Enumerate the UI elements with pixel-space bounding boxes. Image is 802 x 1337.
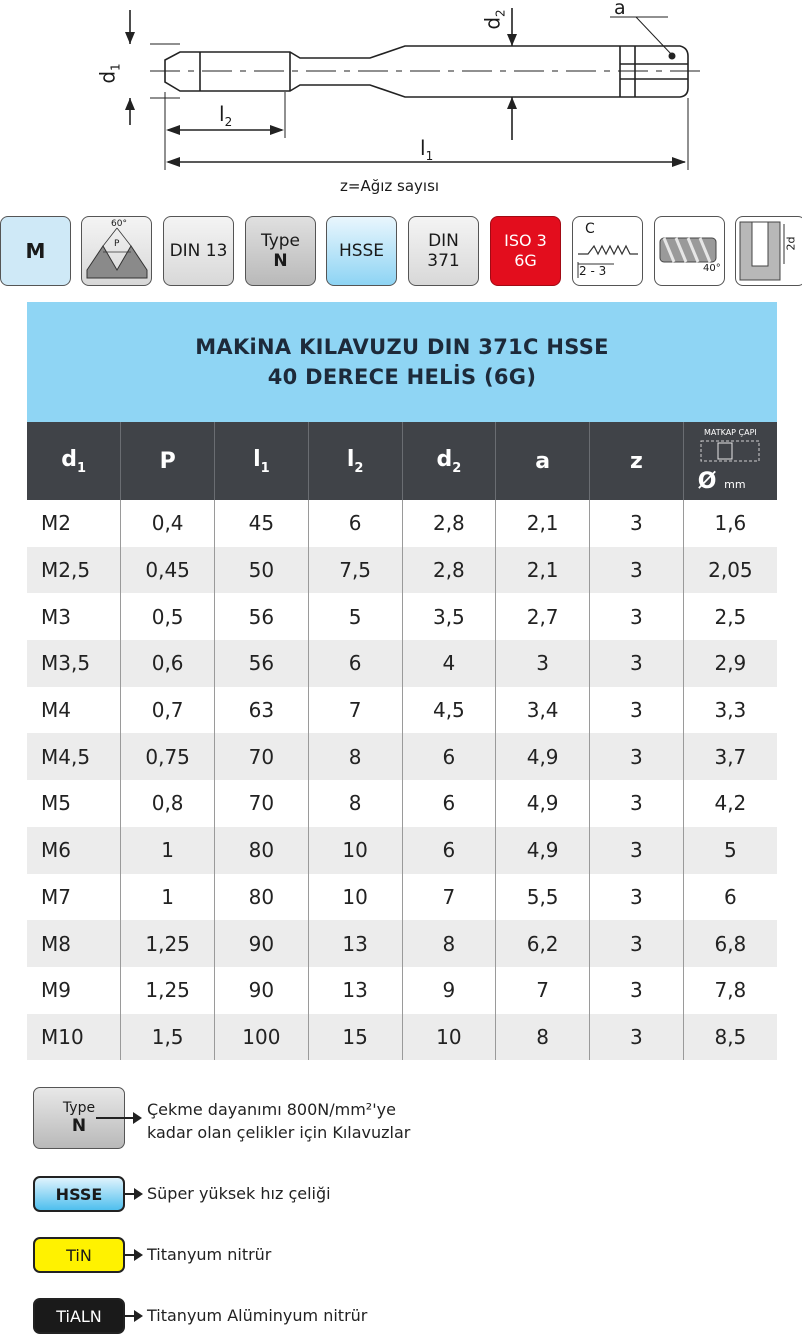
- legend-tin-badge: [33, 1237, 125, 1273]
- drill-caption: MATKAP ÇAPI: [703, 428, 757, 437]
- table-cell: 90: [215, 967, 309, 1014]
- dim-label-d1-text: d: [95, 70, 120, 84]
- table-body: [27, 500, 777, 1060]
- tap-technical-drawing: [0, 0, 802, 200]
- title-line-2: 40 DERECE HELİS (6G): [267, 365, 537, 389]
- table-cell: 2,9: [683, 640, 777, 687]
- header-drill-diameter: [683, 422, 777, 500]
- table-cell: 0,45: [121, 547, 215, 594]
- dim-label-l1: [420, 136, 433, 163]
- drill-unit: mm: [724, 478, 746, 491]
- table-cell: 6: [724, 884, 737, 909]
- table-cell: 4,9: [496, 733, 590, 780]
- table-cell: 6,8: [683, 920, 777, 967]
- tap-spec-table: [27, 422, 777, 1060]
- iso-line1: ISO 3: [504, 231, 547, 250]
- legend-type-desc-line2: kadar olan çelikler için Kılavuzlar: [147, 1123, 411, 1142]
- table-header-row: [27, 422, 777, 500]
- chamfer-range-label: 2 - 3: [579, 264, 607, 278]
- legend-type-desc: [147, 1098, 410, 1144]
- table-cell: 4: [402, 640, 496, 687]
- table-cell: 8: [496, 1014, 590, 1061]
- table-cell: M7: [27, 874, 121, 921]
- type-label: Type: [260, 231, 301, 251]
- table-cell: 1,5: [121, 1014, 215, 1061]
- table-cell: 2,7: [496, 593, 590, 640]
- table-cell: 6: [402, 827, 496, 874]
- type-value: N: [273, 251, 288, 271]
- table-cell: 4,2: [714, 791, 747, 816]
- header-a: a: [496, 422, 590, 500]
- table-row: [27, 500, 777, 547]
- spiral-flute-icon: [654, 216, 725, 286]
- table-cell: 3,3: [714, 698, 747, 723]
- dim-label-l2-text: l: [219, 102, 225, 126]
- hsse-badge: [326, 216, 397, 286]
- table-cell: 56: [215, 593, 309, 640]
- chamfer-c-label: C: [585, 221, 595, 237]
- table-cell: M3: [27, 593, 121, 640]
- table-cell: 4,9: [496, 827, 590, 874]
- table-cell: 13: [308, 920, 402, 967]
- legend-type-desc-line1: Çekme dayanımı 800N/mm²'ye: [147, 1100, 396, 1119]
- din371-badge: [408, 216, 479, 286]
- legend-type-label: Type: [62, 1100, 96, 1116]
- table-cell: 80: [215, 874, 309, 921]
- table-cell: 1: [121, 827, 215, 874]
- title-band: [27, 302, 777, 422]
- table-cell: 5: [308, 593, 402, 640]
- table-cell: 7,5: [308, 547, 402, 594]
- drill-symbol-wrap: [698, 469, 746, 494]
- header-d2-text: d: [436, 446, 453, 472]
- table-cell: 6: [402, 733, 496, 780]
- legend-tin-label: TiN: [66, 1245, 92, 1265]
- table-cell: M9: [27, 967, 121, 1014]
- table-cell: M4,5: [27, 733, 121, 780]
- dim-label-d2: [481, 9, 508, 29]
- type-n-badge: [245, 216, 316, 286]
- legend-hsse-badge: [33, 1176, 125, 1212]
- metric-thread-badge: [0, 216, 71, 286]
- thread-pitch-label: P: [114, 239, 120, 249]
- table-cell: 7: [402, 874, 496, 921]
- table-cell: 50: [215, 547, 309, 594]
- table-row: [27, 733, 777, 780]
- header-d2: [402, 422, 496, 500]
- table-cell: 4,5: [402, 687, 496, 734]
- table-cell: M2: [27, 500, 121, 547]
- table-cell: M3,5: [27, 640, 121, 687]
- legend-type-value: N: [71, 1116, 87, 1136]
- table-cell: 63: [215, 687, 309, 734]
- legend-hsse-label: HSSE: [55, 1184, 103, 1204]
- table-cell: 100: [215, 1014, 309, 1061]
- table-cell: 2,1: [496, 547, 590, 594]
- table-cell: 8,5: [683, 1014, 777, 1061]
- blind-hole-icon: [735, 216, 802, 286]
- iso-tolerance-badge: [490, 216, 561, 286]
- drawing-caption: z=Ağız sayısı: [340, 177, 440, 195]
- legend-tialn-badge: [33, 1298, 125, 1334]
- table-row: [27, 967, 777, 1014]
- table-cell: 13: [308, 967, 402, 1014]
- table-cell: 5,5: [496, 874, 590, 921]
- dim-label-l2-sub: 2: [224, 115, 233, 129]
- table-cell: 1,25: [121, 967, 215, 1014]
- table-row: [27, 780, 777, 827]
- table-cell: 70: [215, 780, 309, 827]
- table-cell: 8: [308, 780, 402, 827]
- helix-angle-label: 40°: [703, 263, 721, 274]
- table-row: [27, 687, 777, 734]
- drill-symbol: Ø: [697, 469, 717, 494]
- table-cell: 0,7: [121, 687, 215, 734]
- legend-hsse-arrow: [125, 1193, 141, 1195]
- dim-label-d1-sub: 1: [108, 63, 123, 71]
- table-cell: 7: [308, 687, 402, 734]
- legend-hsse-desc: Süper yüksek hız çeliği: [147, 1184, 331, 1203]
- dim-label-l1-sub: 1: [425, 149, 434, 163]
- title-line-1: MAKiNA KILAVUZU DIN 371C HSSE: [195, 335, 609, 359]
- legend-tialn-label: TiALN: [56, 1306, 102, 1326]
- table-cell: 3,7: [683, 733, 777, 780]
- table-cell: 3: [590, 874, 684, 921]
- chamfer-form-icon: [572, 216, 643, 286]
- blind-hole-svg: [736, 218, 802, 284]
- table-cell: M6: [27, 827, 121, 874]
- table-cell: 3: [590, 827, 684, 874]
- table-cell: 8: [402, 920, 496, 967]
- table-cell: 3: [590, 593, 684, 640]
- din13-badge: [163, 216, 234, 286]
- table-cell: 6: [402, 780, 496, 827]
- table-cell: 2,1: [496, 500, 590, 547]
- table-row: [27, 640, 777, 687]
- table-row: [27, 920, 777, 967]
- drill-hole-icon: [700, 440, 760, 462]
- dim-label-d2-text: d: [480, 16, 505, 30]
- table-cell: 0,75: [121, 733, 215, 780]
- dim-label-d2-sub: 2: [493, 9, 508, 17]
- header-l1-text: l: [253, 446, 261, 472]
- din371-line1: DIN: [428, 231, 459, 251]
- table-cell: 0,4: [121, 500, 215, 547]
- table-cell: M5: [27, 780, 121, 827]
- table-cell: M10: [27, 1014, 121, 1061]
- table-cell: 2,8: [402, 547, 496, 594]
- table-cell: 3,5: [402, 593, 496, 640]
- table-cell: 9: [402, 967, 496, 1014]
- table-cell: 5: [683, 827, 777, 874]
- table-cell: 0,5: [121, 593, 215, 640]
- spiral-flute-svg: [656, 218, 724, 284]
- table-cell: 6: [308, 640, 402, 687]
- table-cell: 1: [121, 874, 215, 921]
- table-cell: 2,5: [714, 604, 747, 629]
- thread-profile-icon: [81, 216, 152, 286]
- table-cell: 0,6: [121, 640, 215, 687]
- header-d1: [27, 422, 121, 500]
- header-z: z: [590, 422, 684, 500]
- header-l1: [215, 422, 309, 500]
- legend-tin-desc: Titanyum nitrür: [147, 1245, 272, 1264]
- table-cell: M8: [27, 920, 121, 967]
- header-l2: [308, 422, 402, 500]
- table-cell: 3: [590, 780, 684, 827]
- table-cell: 3: [590, 547, 684, 594]
- table-cell: 3: [590, 640, 684, 687]
- legend-type-arrow: [96, 1117, 140, 1119]
- header-p: P: [121, 422, 215, 500]
- dim-label-d1: [96, 63, 123, 83]
- dim-label-l2: [219, 102, 232, 129]
- dim-label-a: a: [614, 0, 626, 19]
- header-l2-sub: 2: [354, 460, 364, 476]
- table-cell: 90: [215, 920, 309, 967]
- table-row: [27, 1014, 777, 1061]
- legend-tialn-arrow: [125, 1315, 141, 1317]
- table-cell: 3: [590, 500, 684, 547]
- table-cell: 1,6: [714, 511, 747, 536]
- table-cell: 4,9: [496, 780, 590, 827]
- table-cell: 3: [590, 733, 684, 780]
- din371-line2: 371: [427, 251, 460, 271]
- table-cell: 45: [215, 500, 309, 547]
- table-cell: 2,05: [683, 547, 777, 594]
- legend-tin-arrow: [125, 1254, 141, 1256]
- thread-angle-label: 60°: [111, 219, 127, 229]
- din13-label: DIN 13: [169, 241, 228, 261]
- header-d2-sub: 2: [452, 460, 462, 476]
- table-cell: 2,8: [402, 500, 496, 547]
- table-cell: 8: [308, 733, 402, 780]
- table-cell: M2,5: [27, 547, 121, 594]
- table-cell: 3,4: [496, 687, 590, 734]
- table-cell: 7: [496, 967, 590, 1014]
- table-row: [27, 547, 777, 594]
- blind-hole-depth-label: 2d: [784, 236, 798, 251]
- table-cell: 6,2: [496, 920, 590, 967]
- table-cell: 3: [590, 1014, 684, 1061]
- table-row: [27, 827, 777, 874]
- table-cell: 0,8: [121, 780, 215, 827]
- table-row: [27, 874, 777, 921]
- table-cell: 6: [308, 500, 402, 547]
- table-cell: 80: [215, 827, 309, 874]
- legend-tialn-desc: Titanyum Alüminyum nitrür: [147, 1306, 368, 1325]
- table-cell: 3: [590, 687, 684, 734]
- table-cell: 10: [402, 1014, 496, 1061]
- table-cell: 3: [496, 640, 590, 687]
- table-row: [27, 593, 777, 640]
- table-cell: 1,25: [121, 920, 215, 967]
- table-cell: 15: [308, 1014, 402, 1061]
- table-cell: 10: [308, 827, 402, 874]
- table-cell: 70: [215, 733, 309, 780]
- hsse-label: HSSE: [338, 241, 385, 261]
- dim-label-l1-text: l: [420, 136, 426, 160]
- header-d1-sub: 1: [76, 460, 87, 476]
- table-cell: 7,8: [714, 978, 747, 1003]
- table-cell: M4: [27, 687, 121, 734]
- iso-line2: 6G: [514, 251, 537, 270]
- header-d1-text: d: [61, 446, 77, 472]
- table-cell: 3: [590, 967, 684, 1014]
- table-cell: 10: [308, 874, 402, 921]
- table-cell: 56: [215, 640, 309, 687]
- metric-thread-label: M: [25, 239, 46, 263]
- header-l1-sub: 1: [260, 460, 270, 476]
- table-cell: 3: [590, 920, 684, 967]
- header-l2-text: l: [346, 446, 355, 472]
